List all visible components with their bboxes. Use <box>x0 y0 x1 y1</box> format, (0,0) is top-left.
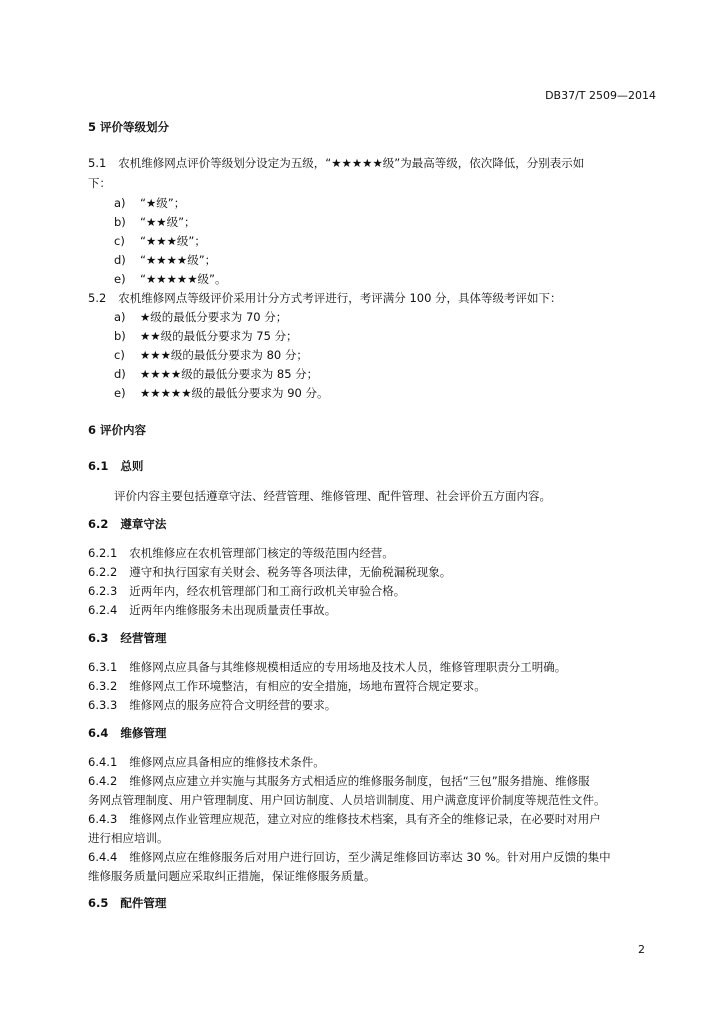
section-5-title: 5 评价等级划分 <box>88 120 170 134</box>
level-item <box>114 254 216 268</box>
clause-title: 配件管理 <box>120 896 167 910</box>
clause-number: 6.5 <box>88 896 109 910</box>
item-text: ★级的最低分要求为 70 分； <box>140 310 288 324</box>
clause-6-4-2-line1 <box>88 775 590 789</box>
clause-number: 6.2.2 <box>88 565 118 579</box>
clause-text: 农机维修网点评价等级划分设定为五级，“★★★★★级”为最高等级，依次降低，分别表示如 <box>118 156 585 170</box>
clause-text: 维修网点作业管理应规范，建立对应的维修技术档案，具有齐全的维修记录，在必要时对用户 <box>129 812 601 826</box>
clause-text: 维修网点应具备与其维修规模相适应的专用场地及技术人员，维修管理职责分工明确。 <box>129 660 567 674</box>
clause-number: 6.2.3 <box>88 584 118 598</box>
clause-number: 6.1 <box>88 459 109 473</box>
clause-6-5-heading <box>88 897 166 911</box>
clause-number: 6.2 <box>88 517 109 531</box>
clause-text: 维修网点的服务应符合文明经营的要求。 <box>129 698 337 712</box>
clause-number: 6.4.1 <box>88 755 118 769</box>
page-number: 2 <box>638 943 645 956</box>
clause-6-1-heading <box>88 460 143 474</box>
item-label: c) <box>114 348 125 362</box>
score-item <box>114 349 308 363</box>
clause-text: 近两年内维修服务未出现质量责任事故。 <box>129 603 337 617</box>
item-text: ★★级的最低分要求为 75 分； <box>140 329 298 343</box>
clause-number: 6.3 <box>88 631 109 645</box>
item-text: ★★★★级的最低分要求为 85 分； <box>140 367 319 381</box>
clause-6-1-text: 评价内容主要包括遵章守法、经营管理、维修管理、配件管理、社会评价五方面内容。 <box>114 489 551 503</box>
clause-6-4-heading <box>88 727 166 741</box>
clause-text: 维修网点应在维修服务后对用户进行回访，至少满足维修回访率达 30 %。针对用户反馈的集中 <box>129 850 611 864</box>
item-label: e) <box>114 386 126 400</box>
clause-title: 维修管理 <box>120 726 167 740</box>
item-label: b) <box>114 329 126 343</box>
clause-number: 5.2 <box>88 291 107 305</box>
clause-text: 维修网点应具备相应的维修技术条件。 <box>129 755 325 769</box>
clause-text: 遵守和执行国家有关财会、税务等各项法律，无偷税漏税现象。 <box>129 565 452 579</box>
clause-6-2-3 <box>88 585 405 599</box>
score-item <box>114 368 318 382</box>
item-label: a) <box>114 196 126 210</box>
clause-6-3-2 <box>88 680 486 694</box>
item-label: e) <box>114 272 126 286</box>
item-label: a) <box>114 310 126 324</box>
level-item <box>114 216 196 230</box>
item-text: “★级”； <box>140 196 186 210</box>
item-label: c) <box>114 234 125 248</box>
clause-number: 6.3.1 <box>88 660 118 674</box>
clause-text: 农机维修网点等级评价采用计分方式考评进行，考评满分 100 分，具体等级考评如下： <box>118 291 562 305</box>
clause-5-1-line1 <box>88 157 584 171</box>
clause-6-4-3-line2: 进行相应培训。 <box>88 831 169 845</box>
item-label: d) <box>114 367 126 381</box>
clause-6-2-2 <box>88 566 451 580</box>
item-text: “★★级”； <box>140 215 196 229</box>
clause-6-3-3 <box>88 699 336 713</box>
item-text: “★★★★★级”。 <box>140 272 227 286</box>
clause-6-4-1 <box>88 756 325 770</box>
clause-text: 维修网点应建立并实施与其服务方式相适应的维修服务制度，包括“三包”服务措施、维修服 <box>129 774 590 788</box>
clause-number: 6.4.3 <box>88 812 118 826</box>
item-label: d) <box>114 253 126 267</box>
clause-number: 6.4.2 <box>88 774 118 788</box>
clause-text: 维修网点工作环境整洁，有相应的安全措施，场地布置符合规定要求。 <box>129 679 486 693</box>
score-item <box>114 330 298 344</box>
item-text: ★★★★★级的最低分要求为 90 分。 <box>140 386 329 400</box>
clause-5-1-line2: 下： <box>88 176 111 190</box>
score-item <box>114 387 329 401</box>
clause-6-2-1 <box>88 547 394 561</box>
clause-6-2-4 <box>88 604 336 618</box>
clause-number: 6.2.1 <box>88 546 118 560</box>
clause-title: 经营管理 <box>120 631 167 645</box>
clause-number: 6.2.4 <box>88 603 118 617</box>
clause-number: 6.3.2 <box>88 679 118 693</box>
clause-6-4-4-line2: 维修服务质量问题应采取纠正措施，保证维修服务质量。 <box>88 869 376 883</box>
clause-6-3-1 <box>88 661 566 675</box>
clause-6-4-4-line1 <box>88 851 611 865</box>
level-item <box>114 197 185 211</box>
level-item <box>114 273 226 287</box>
clause-title: 遵章守法 <box>120 517 167 531</box>
level-item <box>114 235 206 249</box>
clause-number: 6.3.3 <box>88 698 118 712</box>
clause-6-3-heading <box>88 632 166 646</box>
clause-6-2-heading <box>88 518 166 532</box>
item-text: “★★★★级”； <box>140 253 217 267</box>
clause-6-4-3-line1 <box>88 813 601 827</box>
item-text: ★★★级的最低分要求为 80 分； <box>140 348 308 362</box>
clause-5-2 <box>88 292 562 306</box>
clause-number: 6.4 <box>88 726 109 740</box>
clause-text: 近两年内，经农机管理部门和工商行政机关审验合格。 <box>129 584 406 598</box>
section-6-title: 6 评价内容 <box>88 423 147 437</box>
doc-code: DB37/T 2509—2014 <box>545 89 656 102</box>
item-text: “★★★级”； <box>140 234 206 248</box>
clause-text: 农机维修应在农机管理部门核定的等级范围内经营。 <box>129 546 394 560</box>
score-item <box>114 311 287 325</box>
clause-number: 5.1 <box>88 156 107 170</box>
clause-number: 6.4.4 <box>88 850 118 864</box>
clause-title: 总则 <box>120 459 144 473</box>
item-label: b) <box>114 215 126 229</box>
clause-6-4-2-line2: 务网点管理制度、用户管理制度、用户回访制度、人员培训制度、用户满意度评价制度等规范性文件。 <box>88 793 606 807</box>
